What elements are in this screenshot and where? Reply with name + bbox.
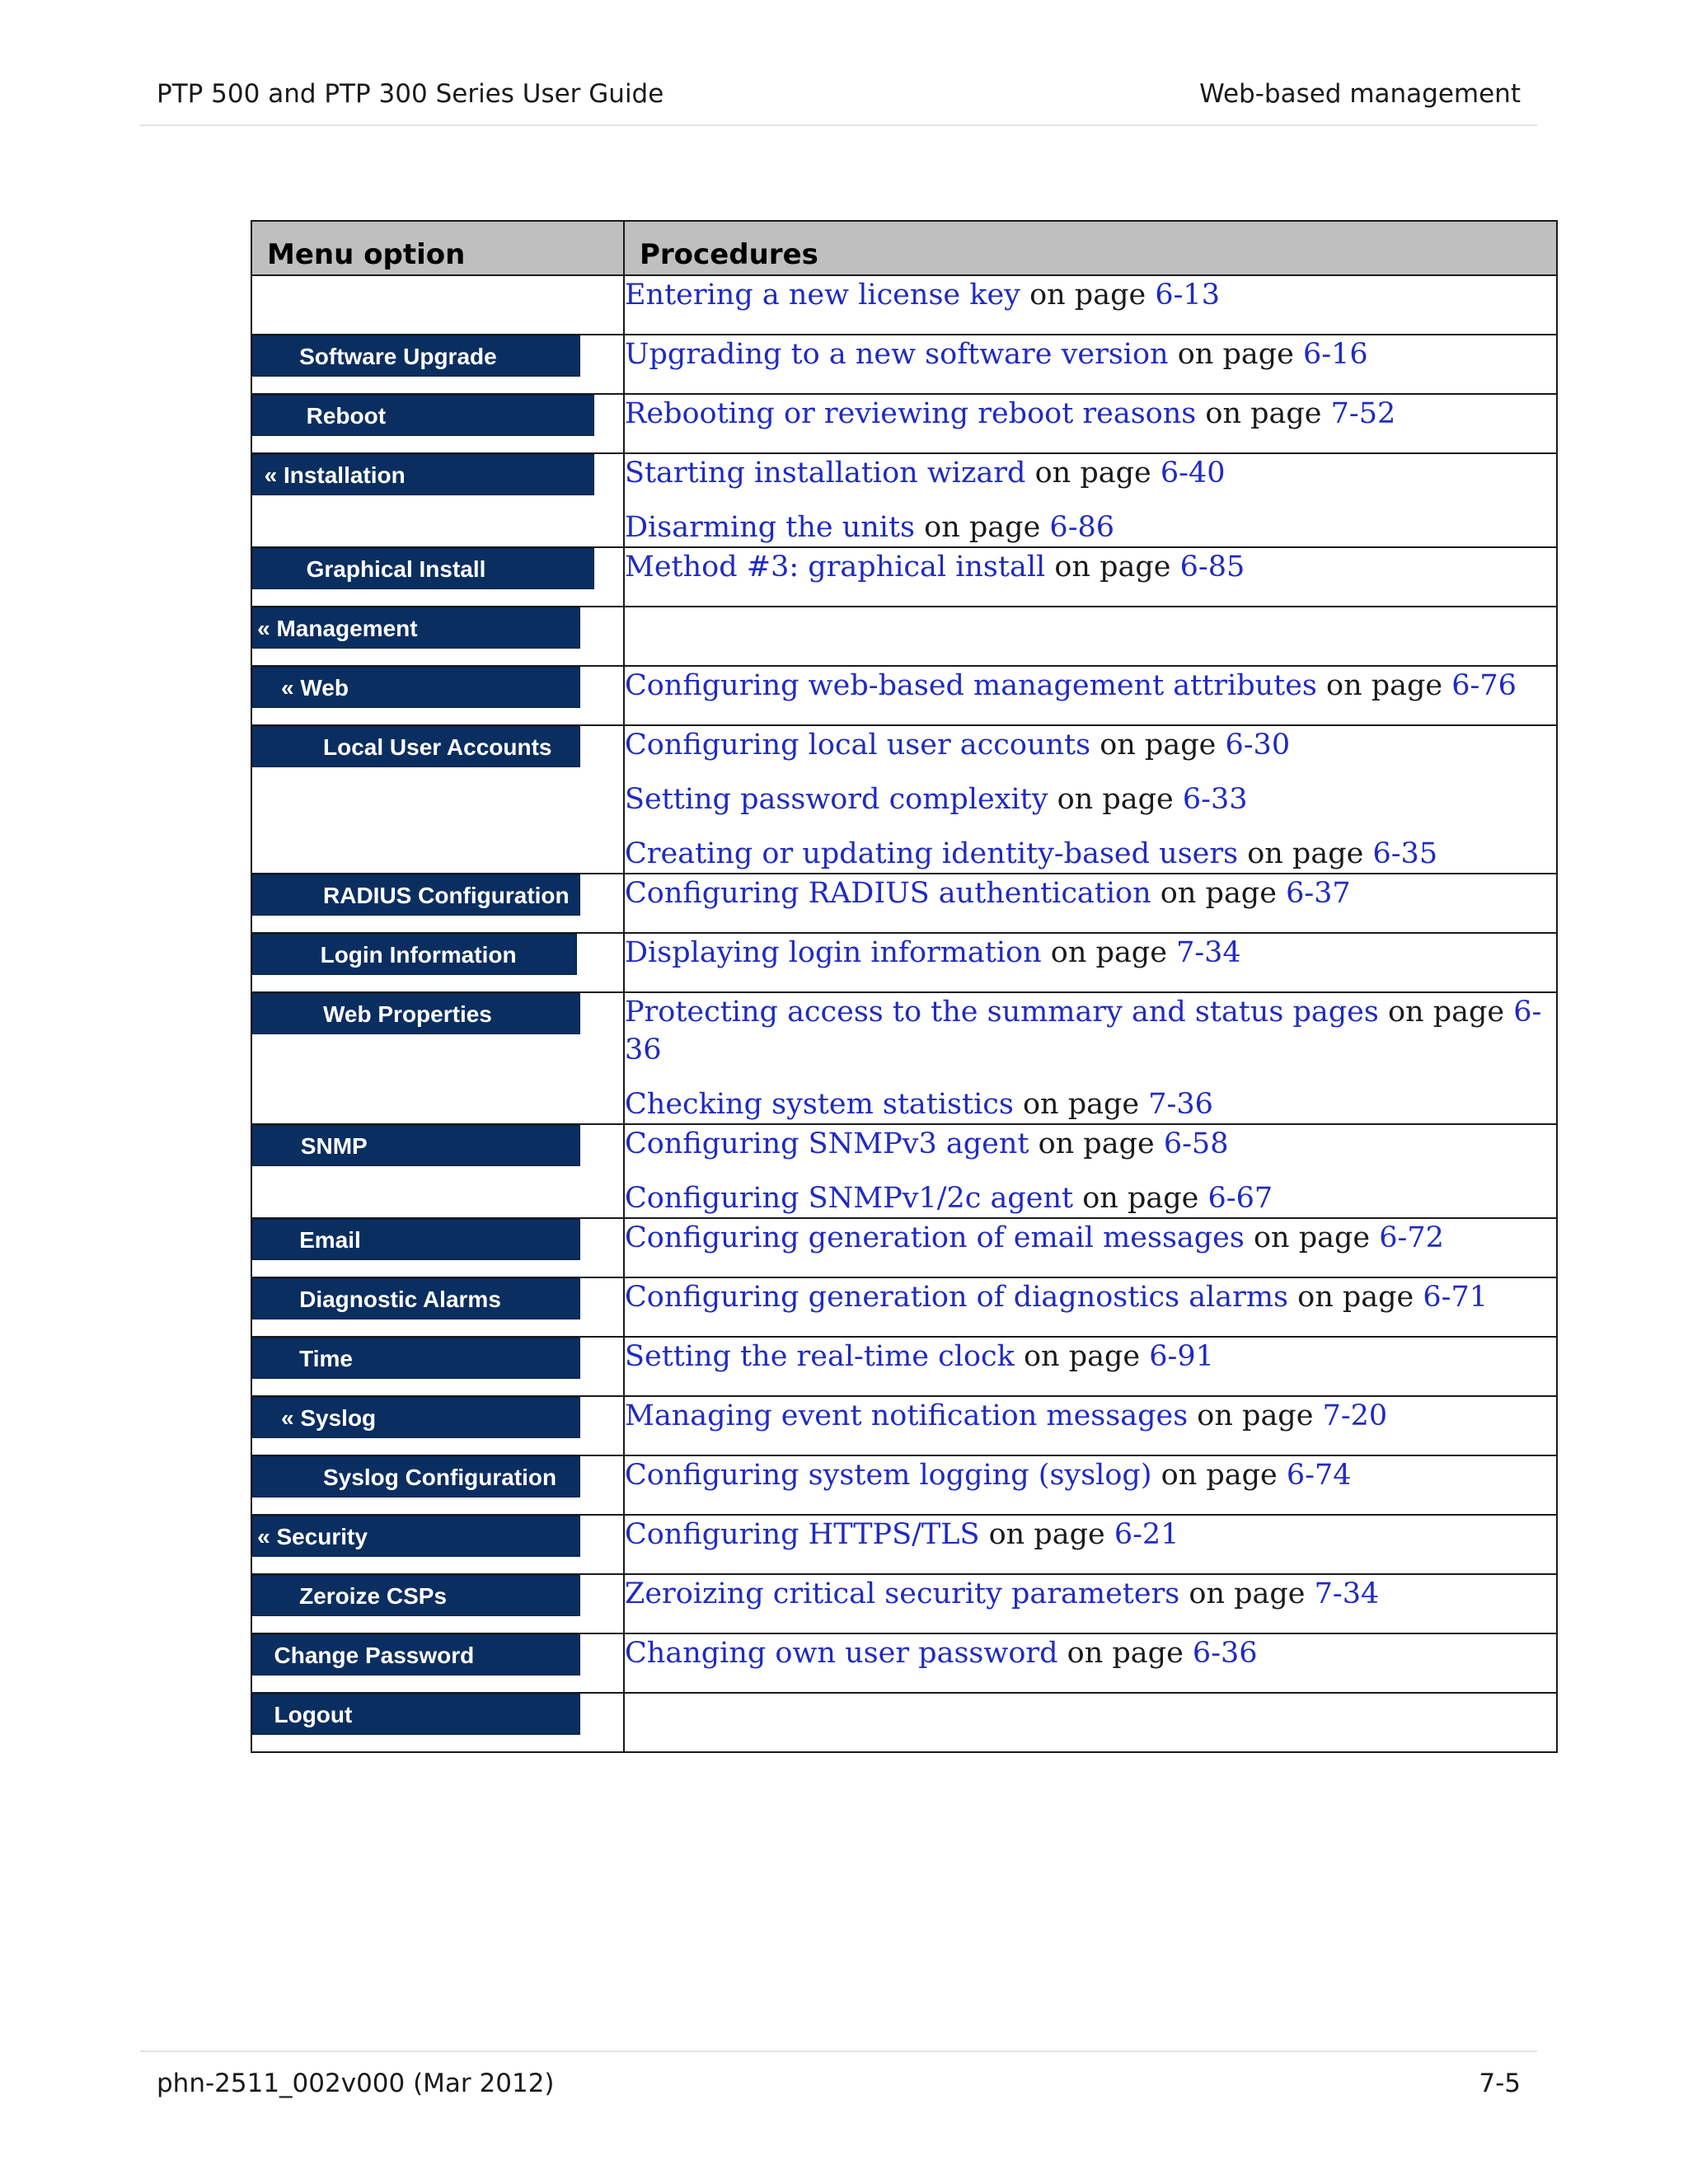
procedure-link[interactable]: Configuring web-based management attributes [625,669,1317,702]
menu-button-diagnostic-alarms[interactable]: Diagnostic Alarms [252,1278,580,1319]
page-ref-text: on page [1020,279,1156,312]
procedure-link[interactable]: Configuring HTTPS/TLS [625,1518,980,1551]
procedure-link[interactable]: Protecting access to the summary and status pages [625,996,1379,1029]
procedure-reference [625,335,1556,373]
procedure-link[interactable]: Disarming the units [625,511,916,544]
page-header [140,0,1537,126]
procedure-reference [625,1179,1556,1217]
page-ref-text: on page [979,1518,1114,1551]
menu-button-installation[interactable]: « Installation [252,454,594,495]
page-ref-text: on page [1048,783,1183,816]
page-ref-text: on page [1316,669,1452,702]
table-row [251,335,1557,394]
menu-option-cell [251,725,624,874]
procedure-link[interactable]: Starting installation wizard [625,457,1026,490]
table-body [251,275,1557,1752]
procedure-link[interactable]: Upgrading to a new software version [625,338,1169,371]
menu-button-syslog-configuration[interactable]: Syslog Configuration [252,1456,580,1497]
section-title: Web-based management [1199,79,1521,109]
procedures-cell [624,1396,1557,1455]
document-id: phn-2511_002v000 (Mar 2012) [157,2069,555,2098]
menu-button-time[interactable]: Time [252,1338,580,1379]
menu-button-radius-configuration[interactable]: RADIUS Configuration [252,874,580,916]
procedures-cell [624,1515,1557,1574]
procedures-cell [624,1277,1557,1337]
procedure-link[interactable]: Managing event notification messages [625,1399,1189,1432]
procedure-reference [625,276,1556,314]
procedures-cell [624,1693,1557,1752]
page-link[interactable]: 6-74 [1286,1459,1352,1492]
page-link[interactable]: 6-33 [1182,783,1248,816]
menu-option-cell [251,275,624,335]
table-row [251,666,1557,725]
page-ref-text: on page [1151,1459,1287,1492]
procedure-link[interactable]: Setting password complexity [625,783,1048,816]
menu-button-web-properties[interactable]: Web Properties [252,993,580,1034]
procedure-reference [625,1516,1556,1554]
table-row [251,394,1557,453]
procedures-cell [624,666,1557,725]
table-row [251,453,1557,547]
page-link[interactable]: 7-34 [1176,936,1241,969]
procedures-cell [624,275,1557,335]
procedure-reference [625,1125,1556,1163]
table-header-row [251,221,1557,275]
procedure-reference [625,1085,1556,1123]
menu-option-cell [251,547,624,607]
page-ref-text: on page [1151,877,1287,910]
page-link[interactable]: 6-71 [1423,1281,1489,1314]
procedures-cell [624,1124,1557,1218]
page-ref-text: on page [1045,551,1180,583]
procedure-reference [625,1338,1556,1376]
procedures-cell [624,933,1557,992]
menu-option-cell [251,1124,624,1218]
menu-option-cell [251,1218,624,1277]
menu-button-reboot[interactable]: Reboot [252,395,594,436]
procedures-cell [624,1633,1557,1693]
page-link[interactable]: 6-58 [1163,1127,1229,1160]
page-ref-text: on page [1041,936,1177,969]
page-ref-text: on page [915,511,1050,544]
page-ref-text: on page [1090,729,1226,762]
page-ref-text: on page [1073,1182,1208,1215]
procedure-link[interactable]: Zeroizing critical security parameters [625,1577,1180,1610]
page-link[interactable]: 7-36 [1148,1088,1213,1121]
procedure-reference [625,1278,1556,1316]
procedures-cell [624,453,1557,547]
page-ref-text: on page [1014,1340,1150,1373]
menu-option-cell [251,1515,624,1574]
procedure-link[interactable]: Method #3: graphical install [625,551,1046,583]
table-row [251,1633,1557,1693]
menu-button-snmp[interactable]: SNMP [252,1125,580,1166]
page-link[interactable]: 7-20 [1322,1399,1388,1432]
procedure-reference [625,1397,1556,1435]
procedure-link[interactable]: Configuring SNMPv3 agent [625,1127,1029,1160]
table-row [251,607,1557,666]
procedure-reference [625,726,1556,764]
procedure-reference [625,454,1556,492]
menu-button-software-upgrade[interactable]: Software Upgrade [252,335,580,377]
menu-option-cell [251,394,624,453]
menu-option-cell [251,1455,624,1515]
table-row [251,933,1557,992]
menu-option-cell [251,1396,624,1455]
procedure-link[interactable]: Checking system statistics [625,1088,1014,1121]
procedure-link[interactable]: Configuring system logging (syslog) [625,1459,1152,1492]
procedure-reference [625,874,1556,912]
page-ref-text: on page [1188,1399,1323,1432]
menu-option-cell [251,874,624,933]
procedure-reference [625,1575,1556,1613]
procedure-reference [625,395,1556,433]
document-title: PTP 500 and PTP 300 Series User Guide [157,79,664,109]
menu-option-cell [251,1633,624,1693]
menu-button-management[interactable]: « Management [252,607,580,649]
table-row [251,275,1557,335]
procedures-cell [624,725,1557,874]
menu-option-cell [251,933,624,992]
procedures-cell [624,394,1557,453]
procedure-reference [625,548,1556,586]
col-header-menu-option: Menu option [251,221,624,275]
menu-options-table [251,220,1558,1753]
procedure-reference [625,1456,1556,1494]
procedure-reference [625,667,1556,705]
page-ref-text: on page [1196,397,1331,430]
menu-button-security[interactable]: « Security [252,1516,580,1557]
procedures-cell [624,547,1557,607]
procedure-reference [625,1634,1556,1672]
menu-option-cell [251,666,624,725]
table-row [251,1337,1557,1396]
page-link[interactable]: 6-76 [1451,669,1517,702]
procedure-link[interactable]: Changing own user password [625,1637,1058,1670]
table-row [251,725,1557,874]
procedures-cell [624,1337,1557,1396]
page-link[interactable]: 6-30 [1225,729,1291,762]
procedure-reference [625,835,1556,873]
procedure-link[interactable]: Configuring generation of diagnostics alarms [625,1281,1288,1314]
page-ref-text: on page [1168,338,1303,371]
procedures-cell [624,335,1557,394]
table-row [251,1693,1557,1752]
menu-button-change-password[interactable]: Change Password [252,1634,580,1675]
table-row [251,547,1557,607]
menu-button-web[interactable]: « Web [252,667,580,708]
menu-button-zeroize-csps[interactable]: Zeroize CSPs [252,1575,580,1616]
page-link[interactable]: 7-52 [1330,397,1396,430]
procedure-link[interactable]: Rebooting or reviewing reboot reasons [625,397,1197,430]
procedure-link[interactable]: Configuring SNMPv1/2c agent [625,1182,1074,1215]
page-number: 7-5 [1479,2069,1521,2098]
page-link[interactable]: 6-85 [1179,551,1245,583]
menu-option-cell [251,607,624,666]
procedure-link[interactable]: Configuring RADIUS authentication [625,877,1151,910]
procedures-cell [624,607,1557,666]
table-row [251,1124,1557,1218]
procedure-reference [625,780,1556,818]
menu-option-cell [251,335,624,394]
procedure-link[interactable]: Entering a new license key [625,279,1020,312]
table-row [251,874,1557,933]
menu-button-email[interactable]: Email [252,1219,580,1260]
page-link[interactable]: 6-86 [1049,511,1115,544]
menu-option-cell [251,992,624,1124]
menu-option-cell [251,1574,624,1633]
page-ref-text: on page [1288,1281,1423,1314]
table-row [251,1396,1557,1455]
procedures-cell [624,992,1557,1124]
table-row [251,1218,1557,1277]
menu-option-cell [251,453,624,547]
procedure-link[interactable]: Creating or updating identity-based users [625,837,1239,870]
procedure-link[interactable]: Configuring local user accounts [625,729,1091,762]
page-ref-text: on page [1179,1577,1315,1610]
menu-option-cell [251,1693,624,1752]
page-link[interactable]: 6-72 [1379,1221,1444,1254]
table-row [251,1574,1557,1633]
page-link[interactable]: 6-36 [625,996,1542,1066]
page-link[interactable]: 6-37 [1286,877,1351,910]
procedures-cell [624,1574,1557,1633]
menu-button-graphical-install[interactable]: Graphical Install [252,548,594,589]
procedure-reference [625,934,1556,972]
page-link[interactable]: 7-34 [1314,1577,1380,1610]
page-link[interactable]: 6-91 [1149,1340,1214,1373]
procedure-reference [625,993,1556,1069]
page-link[interactable]: 6-67 [1207,1182,1273,1215]
page-link[interactable]: 6-13 [1155,279,1220,312]
menu-option-cell [251,1277,624,1337]
table-row [251,1455,1557,1515]
procedure-link[interactable]: Setting the real-time clock [625,1340,1015,1373]
page-ref-text: on page [1244,1221,1380,1254]
table-row [251,992,1557,1124]
page-ref-text: on page [1057,1637,1193,1670]
procedure-reference [625,509,1556,546]
page-ref-text: on page [1378,996,1514,1029]
page-link[interactable]: 6-35 [1372,837,1438,870]
procedure-reference [625,1219,1556,1257]
page-ref-text: on page [1238,837,1373,870]
menu-option-cell [251,1337,624,1396]
page-link[interactable]: 6-21 [1114,1518,1179,1551]
col-header-procedures: Procedures [624,221,1557,275]
procedure-link[interactable]: Configuring generation of email messages [625,1221,1245,1254]
procedure-link[interactable]: Displaying login information [625,936,1042,969]
menu-button-syslog[interactable]: « Syslog [252,1397,580,1438]
page-link[interactable]: 6-36 [1192,1637,1258,1670]
table-row [251,1515,1557,1574]
page-ref-text: on page [1025,457,1160,490]
table-row [251,1277,1557,1337]
page-footer [140,2050,1537,2133]
menu-button-local-user-accounts[interactable]: Local User Accounts [252,726,580,767]
page-ref-text: on page [1029,1127,1164,1160]
procedures-cell [624,1218,1557,1277]
procedures-cell [624,874,1557,933]
page-ref-text: on page [1013,1088,1149,1121]
menu-button-login-information[interactable]: Login Information [252,934,577,975]
procedures-cell [624,1455,1557,1515]
page-link[interactable]: 6-40 [1160,457,1226,490]
menu-button-logout[interactable]: Logout [252,1694,580,1735]
page-link[interactable]: 6-16 [1303,338,1368,371]
